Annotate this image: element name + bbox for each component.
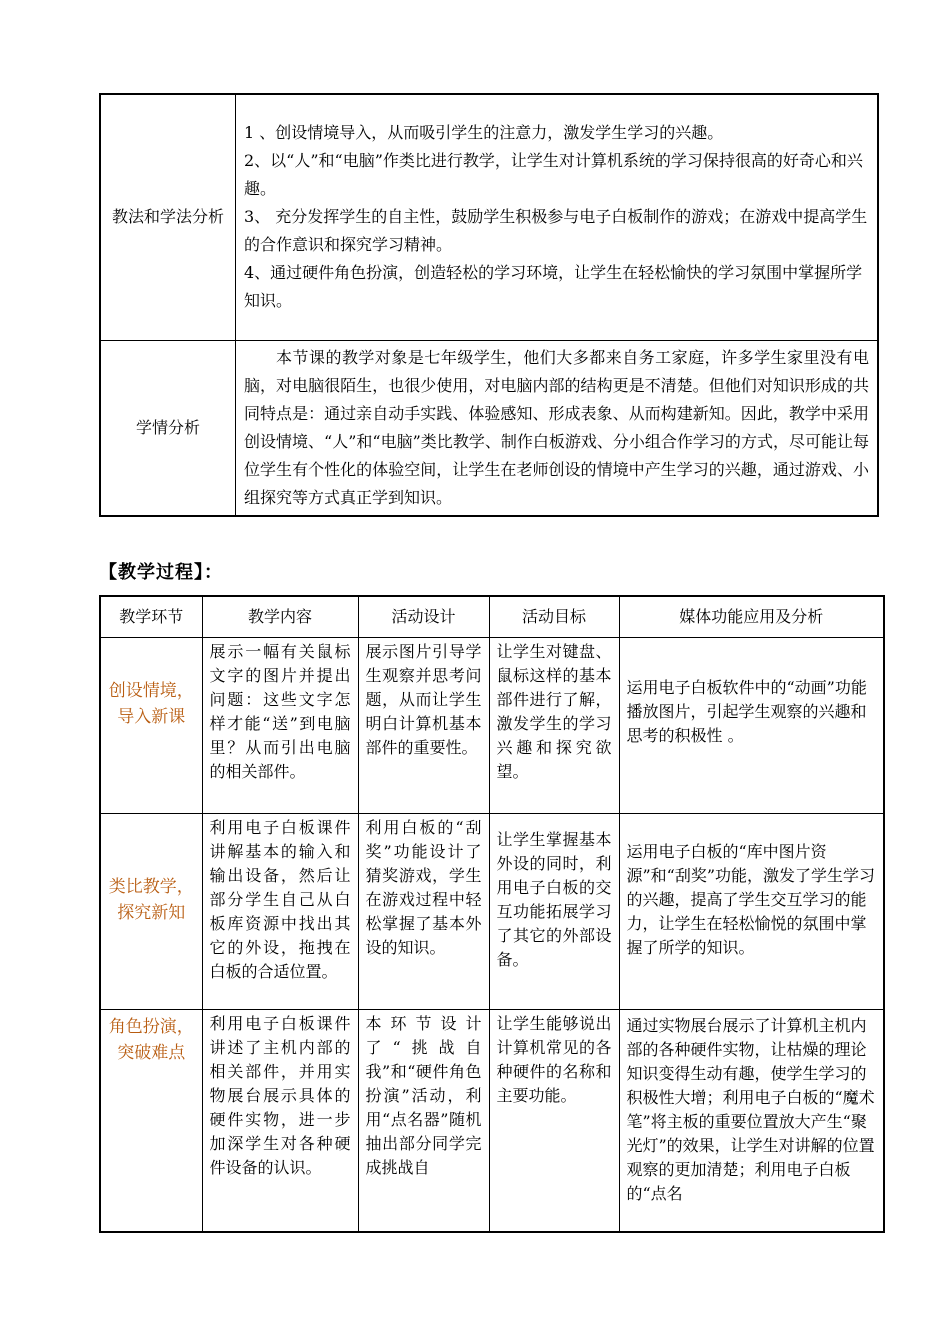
table-row — [100, 814, 884, 1010]
activity-cell: 利用白板的“刮奖”功能设计了猜奖游戏，学生在游戏过程中轻松掌握了基本外设的知识。 — [358, 814, 489, 1010]
method-item: 4、通过硬件角色扮演，创造轻松的学习环境，让学生在轻松愉快的学习氛围中掌握所学知识。 — [244, 263, 863, 311]
media-cell: 通过实物展台展示了计算机主机内部的各种硬件实物，让枯燥的理论知识变得生动有趣，使学生学习的积极性大增；利用电子白板的“魔术笔”将主板的重要位置放大产生“聚光灯”的效果，让学生对讲解的位置观察的更加清楚；利用电子白板的“点名 — [619, 1010, 884, 1232]
method-item: 2、以“人”和“电脑”作类比进行教学，让学生对计算机系统的学习保持很高的好奇心和兴趣。 — [244, 151, 863, 199]
header-media: 媒体功能应用及分析 — [619, 596, 884, 638]
media-cell: 运用电子白板的“库中图片资源”和“刮奖”功能，激发了学生学习的兴趣，提高了学生交互学习的能力，让学生在轻松愉悦的氛围中掌握了所学的知识。 — [619, 814, 884, 1010]
table-row — [100, 1010, 884, 1232]
stage-cell: 角色扮演，突破难点 — [100, 1010, 202, 1232]
student-analysis-text: 本节课的教学对象是七年级学生，他们大多都来自务工家庭，许多学生家里没有电脑，对电脑很陌生，也很少使用，对电脑内部的结构更是不清楚。但他们对知识形成的共同特点是：通过亲自动手实践、体验感知、形成表象、从而构建新知。因此，教学中采用创设情境、“人”和“电脑”类比教学、制作白板游戏、分小组合作学习的方式，尽可能让每位学生有个性化的体验空间，让学生在老师创设的情境中产生学习的兴趣，通过游戏、小组探究等方式真正学到知识。 — [244, 347, 869, 507]
activity-cell: 展示图片引导学生观察并思考问题，从而让学生明白计算机基本部件的重要性。 — [358, 638, 489, 814]
method-analysis-label: 教法和学法分析 — [100, 94, 236, 340]
media-cell: 运用电子白板软件中的“动画”功能播放图片，引起学生观察的兴趣和思考的积极性 。 — [619, 638, 884, 814]
content-cell: 展示一幅有关鼠标文字的图片并提出问题：这些文字怎样才能“送”到电脑里？从而引出电脑的相关部件。 — [202, 638, 358, 814]
content-cell: 利用电子白板课件讲述了主机内部的相关部件，并用实物展台展示具体的硬件实物，进一步加深学生对各种硬件设备的认识。 — [202, 1010, 358, 1232]
analysis-table — [99, 93, 879, 517]
student-analysis-content — [236, 340, 879, 516]
student-analysis-row — [100, 340, 878, 516]
method-analysis-content — [236, 94, 879, 340]
method-item: 1 、创设情境导入，从而吸引学生的注意力，激发学生学习的兴趣。 — [244, 123, 724, 143]
table-row — [100, 638, 884, 814]
header-content: 教学内容 — [202, 596, 358, 638]
section-title: 【教学过程】： — [99, 562, 223, 583]
process-header-row — [100, 596, 884, 638]
content-cell: 利用电子白板课件讲解基本的输入和输出设备，然后让部分学生自己从白板库资源中找出其它的外设，拖拽在白板的合适位置。 — [202, 814, 358, 1010]
header-stage: 教学环节 — [100, 596, 202, 638]
process-table — [99, 595, 885, 1233]
method-item: 3、 充分发挥学生的自主性，鼓励学生积极参与电子白板制作的游戏；在游戏中提高学生的合作意识和探究学习精神。 — [244, 207, 868, 255]
goal-cell: 让学生能够说出计算机常见的各种硬件的名称和主要功能。 — [489, 1010, 619, 1232]
stage-cell: 创设情境，导入新课 — [100, 638, 202, 814]
goal-cell: 让学生掌握基本外设的同时，利用电子白板的交互功能拓展学习了其它的外部设备。 — [489, 814, 619, 1010]
method-analysis-row — [100, 94, 878, 340]
activity-cell: 本环节设计了“挑战自我”和“硬件角色扮演”活动，利用“点名器”随机抽出部分同学完成挑战自 — [358, 1010, 489, 1232]
goal-cell: 让学生对键盘、鼠标这样的基本部件进行了解，激发学生的学习兴趣和探究欲望。 — [489, 638, 619, 814]
header-activity: 活动设计 — [358, 596, 489, 638]
student-analysis-label: 学情分析 — [100, 340, 236, 516]
stage-cell: 类比教学，探究新知 — [100, 814, 202, 1010]
header-goal: 活动目标 — [489, 596, 619, 638]
